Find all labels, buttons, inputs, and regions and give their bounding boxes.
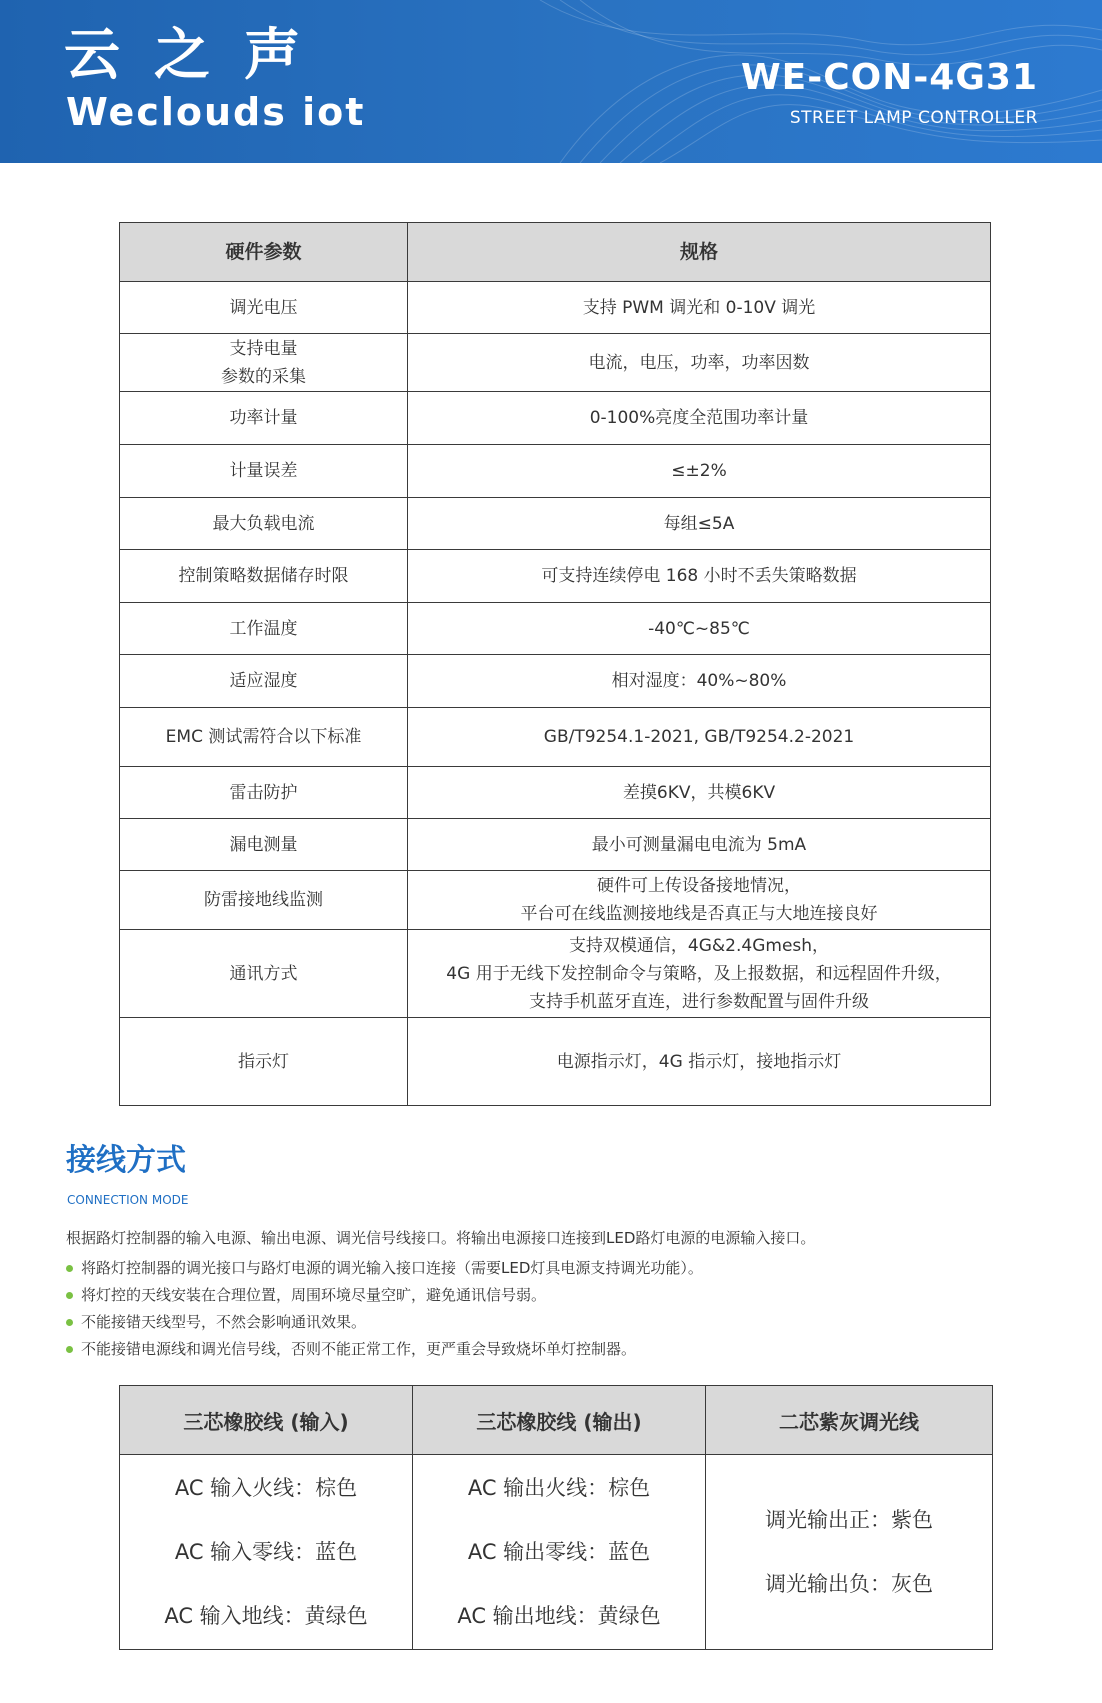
dimming-wires-cell bbox=[706, 1455, 993, 1650]
spec-cell: 相对湿度：40%~80% bbox=[408, 655, 991, 708]
spec-cell: 差摸6KV，共模6KV bbox=[408, 767, 991, 819]
list-item-text: 不能接错天线型号，不然会影响通讯效果。 bbox=[81, 1313, 367, 1331]
param-cell: 工作温度 bbox=[120, 603, 408, 655]
list-item bbox=[66, 1255, 703, 1282]
output-wires-cell bbox=[413, 1455, 706, 1650]
wire-label: AC 输入零线：蓝色 bbox=[174, 1540, 358, 1564]
spec-cell: 0-100%亮度全范围功率计量 bbox=[408, 392, 991, 445]
wire-label: AC 输出地线：黄绿色 bbox=[457, 1604, 661, 1628]
wire-label: AC 输出火线：棕色 bbox=[467, 1476, 651, 1500]
param-cell: 通讯方式 bbox=[120, 930, 408, 1018]
param-cell: 调光电压 bbox=[120, 282, 408, 334]
param-cell: 支持电量 参数的采集 bbox=[120, 334, 408, 392]
table-row bbox=[120, 550, 991, 603]
spec-cell: -40℃~85℃ bbox=[408, 603, 991, 655]
bullet-dot-icon bbox=[66, 1292, 73, 1299]
param-cell: 指示灯 bbox=[120, 1018, 408, 1106]
input-wires-cell bbox=[120, 1455, 413, 1650]
table-row bbox=[120, 819, 991, 871]
table-row bbox=[120, 334, 991, 392]
list-item bbox=[66, 1282, 703, 1309]
param-cell: 适应湿度 bbox=[120, 655, 408, 708]
spec-table-header bbox=[120, 223, 991, 282]
param-cell: 防雷接地线监测 bbox=[120, 871, 408, 930]
product-subtitle: STREET LAMP CONTROLLER bbox=[789, 108, 1038, 128]
table-row bbox=[120, 392, 991, 445]
bullet-dot-icon bbox=[66, 1319, 73, 1326]
wire-label: AC 输入火线：棕色 bbox=[174, 1476, 358, 1500]
table-row bbox=[120, 871, 991, 930]
list-item bbox=[66, 1336, 703, 1363]
section-intro: 根据路灯控制器的输入电源、输出电源、调光信号线接口。将输出电源接口连接到LED路灯电源的电源输入接口。 bbox=[66, 1229, 816, 1247]
param-cell: EMC 测试需符合以下标准 bbox=[120, 708, 408, 767]
table-row bbox=[120, 445, 991, 498]
header-dimming-cable: 二芯紫灰调光线 bbox=[706, 1386, 993, 1455]
header-input-cable: 三芯橡胶线 (输入) bbox=[120, 1386, 413, 1455]
list-item bbox=[66, 1309, 703, 1336]
table-row bbox=[120, 282, 991, 334]
param-cell: 计量误差 bbox=[120, 445, 408, 498]
spec-cell: 最小可测量漏电电流为 5mA bbox=[408, 819, 991, 871]
spec-cell: 电源指示灯，4G 指示灯，接地指示灯 bbox=[408, 1018, 991, 1106]
header-spec: 规格 bbox=[408, 223, 991, 282]
wire-label: 调光输出负：灰色 bbox=[765, 1572, 933, 1596]
spec-cell: ≤±2% bbox=[408, 445, 991, 498]
table-row bbox=[120, 930, 991, 1018]
brand-name-en: Weclouds iot bbox=[66, 90, 366, 134]
wiring-table bbox=[119, 1385, 993, 1650]
header-param: 硬件参数 bbox=[120, 223, 408, 282]
param-cell: 雷击防护 bbox=[120, 767, 408, 819]
table-row bbox=[120, 767, 991, 819]
bullet-dot-icon bbox=[66, 1265, 73, 1272]
list-item-text: 将灯控的天线安装在合理位置，周围环境尽量空旷，避免通讯信号弱。 bbox=[81, 1286, 547, 1304]
param-cell: 最大负载电流 bbox=[120, 498, 408, 550]
spec-cell: 支持 PWM 调光和 0-10V 调光 bbox=[408, 282, 991, 334]
section-title: 接线方式 bbox=[66, 1143, 186, 1178]
spec-cell: GB/T9254.1-2021, GB/T9254.2-2021 bbox=[408, 708, 991, 767]
section-subtitle: CONNECTION MODE bbox=[67, 1193, 189, 1207]
instruction-list bbox=[66, 1255, 703, 1363]
list-item-text: 将路灯控制器的调光接口与路灯电源的调光输入接口连接（需要LED灯具电源支持调光功能）。 bbox=[81, 1259, 703, 1277]
table-row bbox=[120, 603, 991, 655]
param-cell: 漏电测量 bbox=[120, 819, 408, 871]
table-row bbox=[120, 1455, 993, 1650]
spec-cell: 电流，电压，功率，功率因数 bbox=[408, 334, 991, 392]
table-row bbox=[120, 708, 991, 767]
wiring-table-header bbox=[120, 1386, 993, 1455]
wire-label: 调光输出正：紫色 bbox=[765, 1508, 933, 1532]
spec-cell: 支持双模通信，4G&2.4Gmesh， 4G 用于无线下发控制命令与策略，及上报数据，和远程固件升级， 支持手机蓝牙直连，进行参数配置与固件升级 bbox=[408, 930, 991, 1018]
header-output-cable: 三芯橡胶线 (输出) bbox=[413, 1386, 706, 1455]
wire-label: AC 输入地线：黄绿色 bbox=[164, 1604, 368, 1628]
spec-cell: 硬件可上传设备接地情况， 平台可在线监测接地线是否真正与大地连接良好 bbox=[408, 871, 991, 930]
spec-table bbox=[119, 222, 991, 1106]
product-model: WE-CON-4G31 bbox=[740, 57, 1038, 98]
param-cell: 控制策略数据储存时限 bbox=[120, 550, 408, 603]
spec-cell: 每组≤5A bbox=[408, 498, 991, 550]
param-cell: 功率计量 bbox=[120, 392, 408, 445]
list-item-text: 不能接错电源线和调光信号线，否则不能正常工作，更严重会导致烧坏单灯控制器。 bbox=[81, 1340, 637, 1358]
table-row bbox=[120, 655, 991, 708]
wire-label: AC 输出零线：蓝色 bbox=[467, 1540, 651, 1564]
brand-name-cn: 云之声 bbox=[64, 23, 334, 88]
table-row bbox=[120, 1018, 991, 1106]
header-banner bbox=[0, 0, 1102, 163]
bullet-dot-icon bbox=[66, 1346, 73, 1353]
table-row bbox=[120, 498, 991, 550]
spec-cell: 可支持连续停电 168 小时不丢失策略数据 bbox=[408, 550, 991, 603]
